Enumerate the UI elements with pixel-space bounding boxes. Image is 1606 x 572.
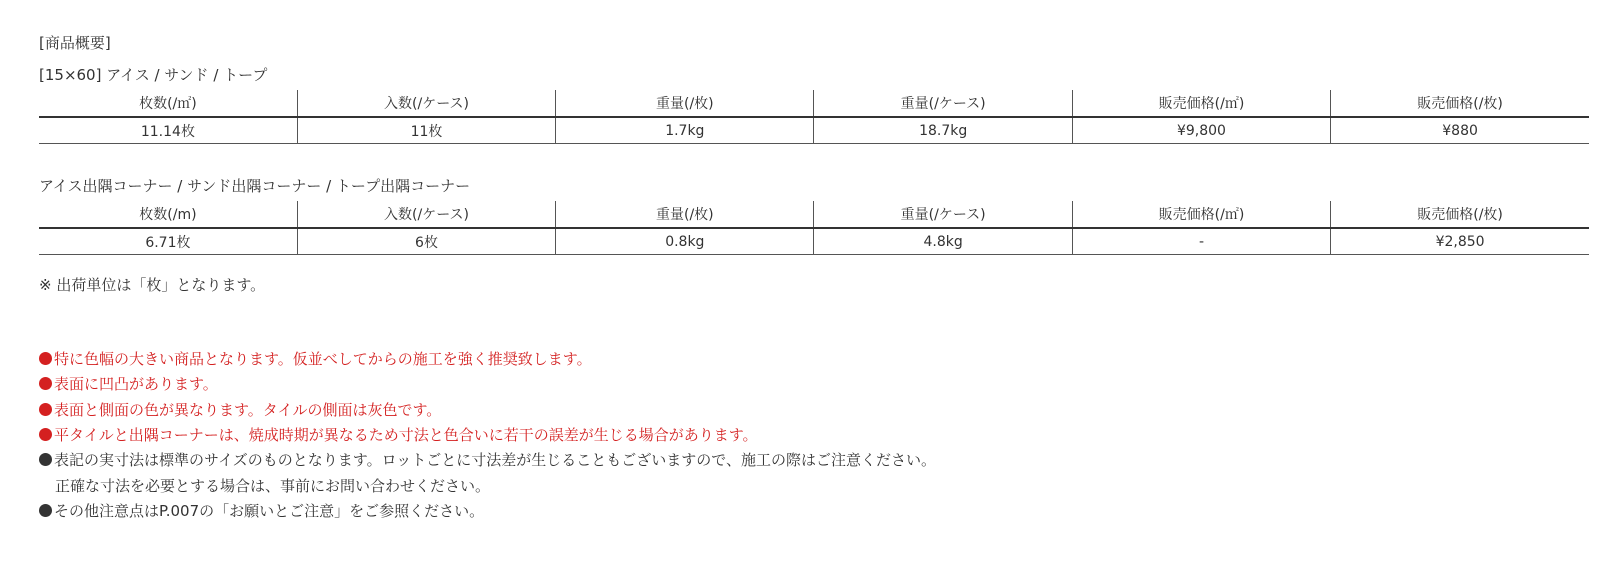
bullet-icon — [39, 428, 52, 441]
cell-pieces-per-area: 11.14枚 — [39, 117, 297, 144]
note-text: 平タイルと出隅コーナーは、焼成時期が異なるため寸法と色合いに若干の誤差が生じる場合があります。 — [54, 426, 758, 444]
list-item — [39, 450, 936, 470]
col-header-weight-per-piece: 重量(/枚) — [556, 201, 814, 228]
bullet-icon — [39, 377, 52, 390]
shipping-unit-note: ※ 出荷単位は「枚」となります。 — [39, 276, 266, 294]
note-text: 表面に凹凸があります。 — [54, 375, 218, 393]
section1-title: [15×60] アイス / サンド / トープ — [39, 66, 268, 84]
col-header-pieces-per-case: 入数(/ケース) — [297, 201, 555, 228]
note-text: 表面と側面の色が異なります。タイルの側面は灰色です。 — [54, 401, 442, 419]
col-header-weight-per-piece: 重量(/枚) — [556, 90, 814, 117]
cell-price-per-piece: ¥880 — [1331, 117, 1589, 144]
list-item — [39, 476, 490, 496]
bullet-icon — [39, 352, 52, 365]
col-header-weight-per-case: 重量(/ケース) — [814, 90, 1072, 117]
col-header-pieces-per-meter: 枚数(/m) — [39, 201, 297, 228]
cell-pieces-per-meter: 6.71枚 — [39, 228, 297, 255]
cell-price-per-area: - — [1072, 228, 1330, 255]
col-header-price-per-area: 販売価格(/㎡) — [1072, 201, 1330, 228]
col-header-pieces-per-area: 枚数(/㎡) — [39, 90, 297, 117]
table-header-row — [39, 201, 1589, 228]
section2-title: アイス出隅コーナー / サンド出隅コーナー / トープ出隅コーナー — [39, 177, 471, 195]
list-item — [39, 400, 441, 420]
col-header-pieces-per-case: 入数(/ケース) — [297, 90, 555, 117]
cell-price-per-piece: ¥2,850 — [1331, 228, 1589, 255]
list-item — [39, 349, 592, 369]
overview-label: [商品概要] — [39, 34, 111, 52]
note-text: その他注意点はP.007の「お願いとご注意」をご参照ください。 — [54, 502, 485, 520]
cell-weight-per-piece: 0.8kg — [556, 228, 814, 255]
list-item — [39, 501, 484, 521]
cell-weight-per-case: 18.7kg — [814, 117, 1072, 144]
spec-table-corner-tile — [39, 201, 1589, 255]
table-row — [39, 228, 1589, 255]
note-text: 正確な寸法を必要とする場合は、事前にお問い合わせください。 — [55, 477, 491, 495]
list-item — [39, 374, 218, 394]
table-row — [39, 117, 1589, 144]
col-header-price-per-piece: 販売価格(/枚) — [1331, 90, 1589, 117]
col-header-price-per-piece: 販売価格(/枚) — [1331, 201, 1589, 228]
cell-weight-per-piece: 1.7kg — [556, 117, 814, 144]
table-header-row — [39, 90, 1589, 117]
spec-table-flat-tile — [39, 90, 1589, 144]
list-item — [39, 425, 758, 445]
cell-price-per-area: ¥9,800 — [1072, 117, 1330, 144]
note-text: 表記の実寸法は標準のサイズのものとなります。ロットごとに寸法差が生じることもございますので、施工の際はご注意ください。 — [54, 451, 937, 469]
cell-pieces-per-case: 11枚 — [297, 117, 555, 144]
bullet-icon — [39, 453, 52, 466]
col-header-price-per-area: 販売価格(/㎡) — [1072, 90, 1330, 117]
bullet-icon — [39, 504, 52, 517]
cell-weight-per-case: 4.8kg — [814, 228, 1072, 255]
note-text: 特に色幅の大きい商品となります。仮並べしてからの施工を強く推奨致します。 — [54, 350, 592, 368]
cell-pieces-per-case: 6枚 — [297, 228, 555, 255]
col-header-weight-per-case: 重量(/ケース) — [814, 201, 1072, 228]
bullet-icon — [39, 403, 52, 416]
